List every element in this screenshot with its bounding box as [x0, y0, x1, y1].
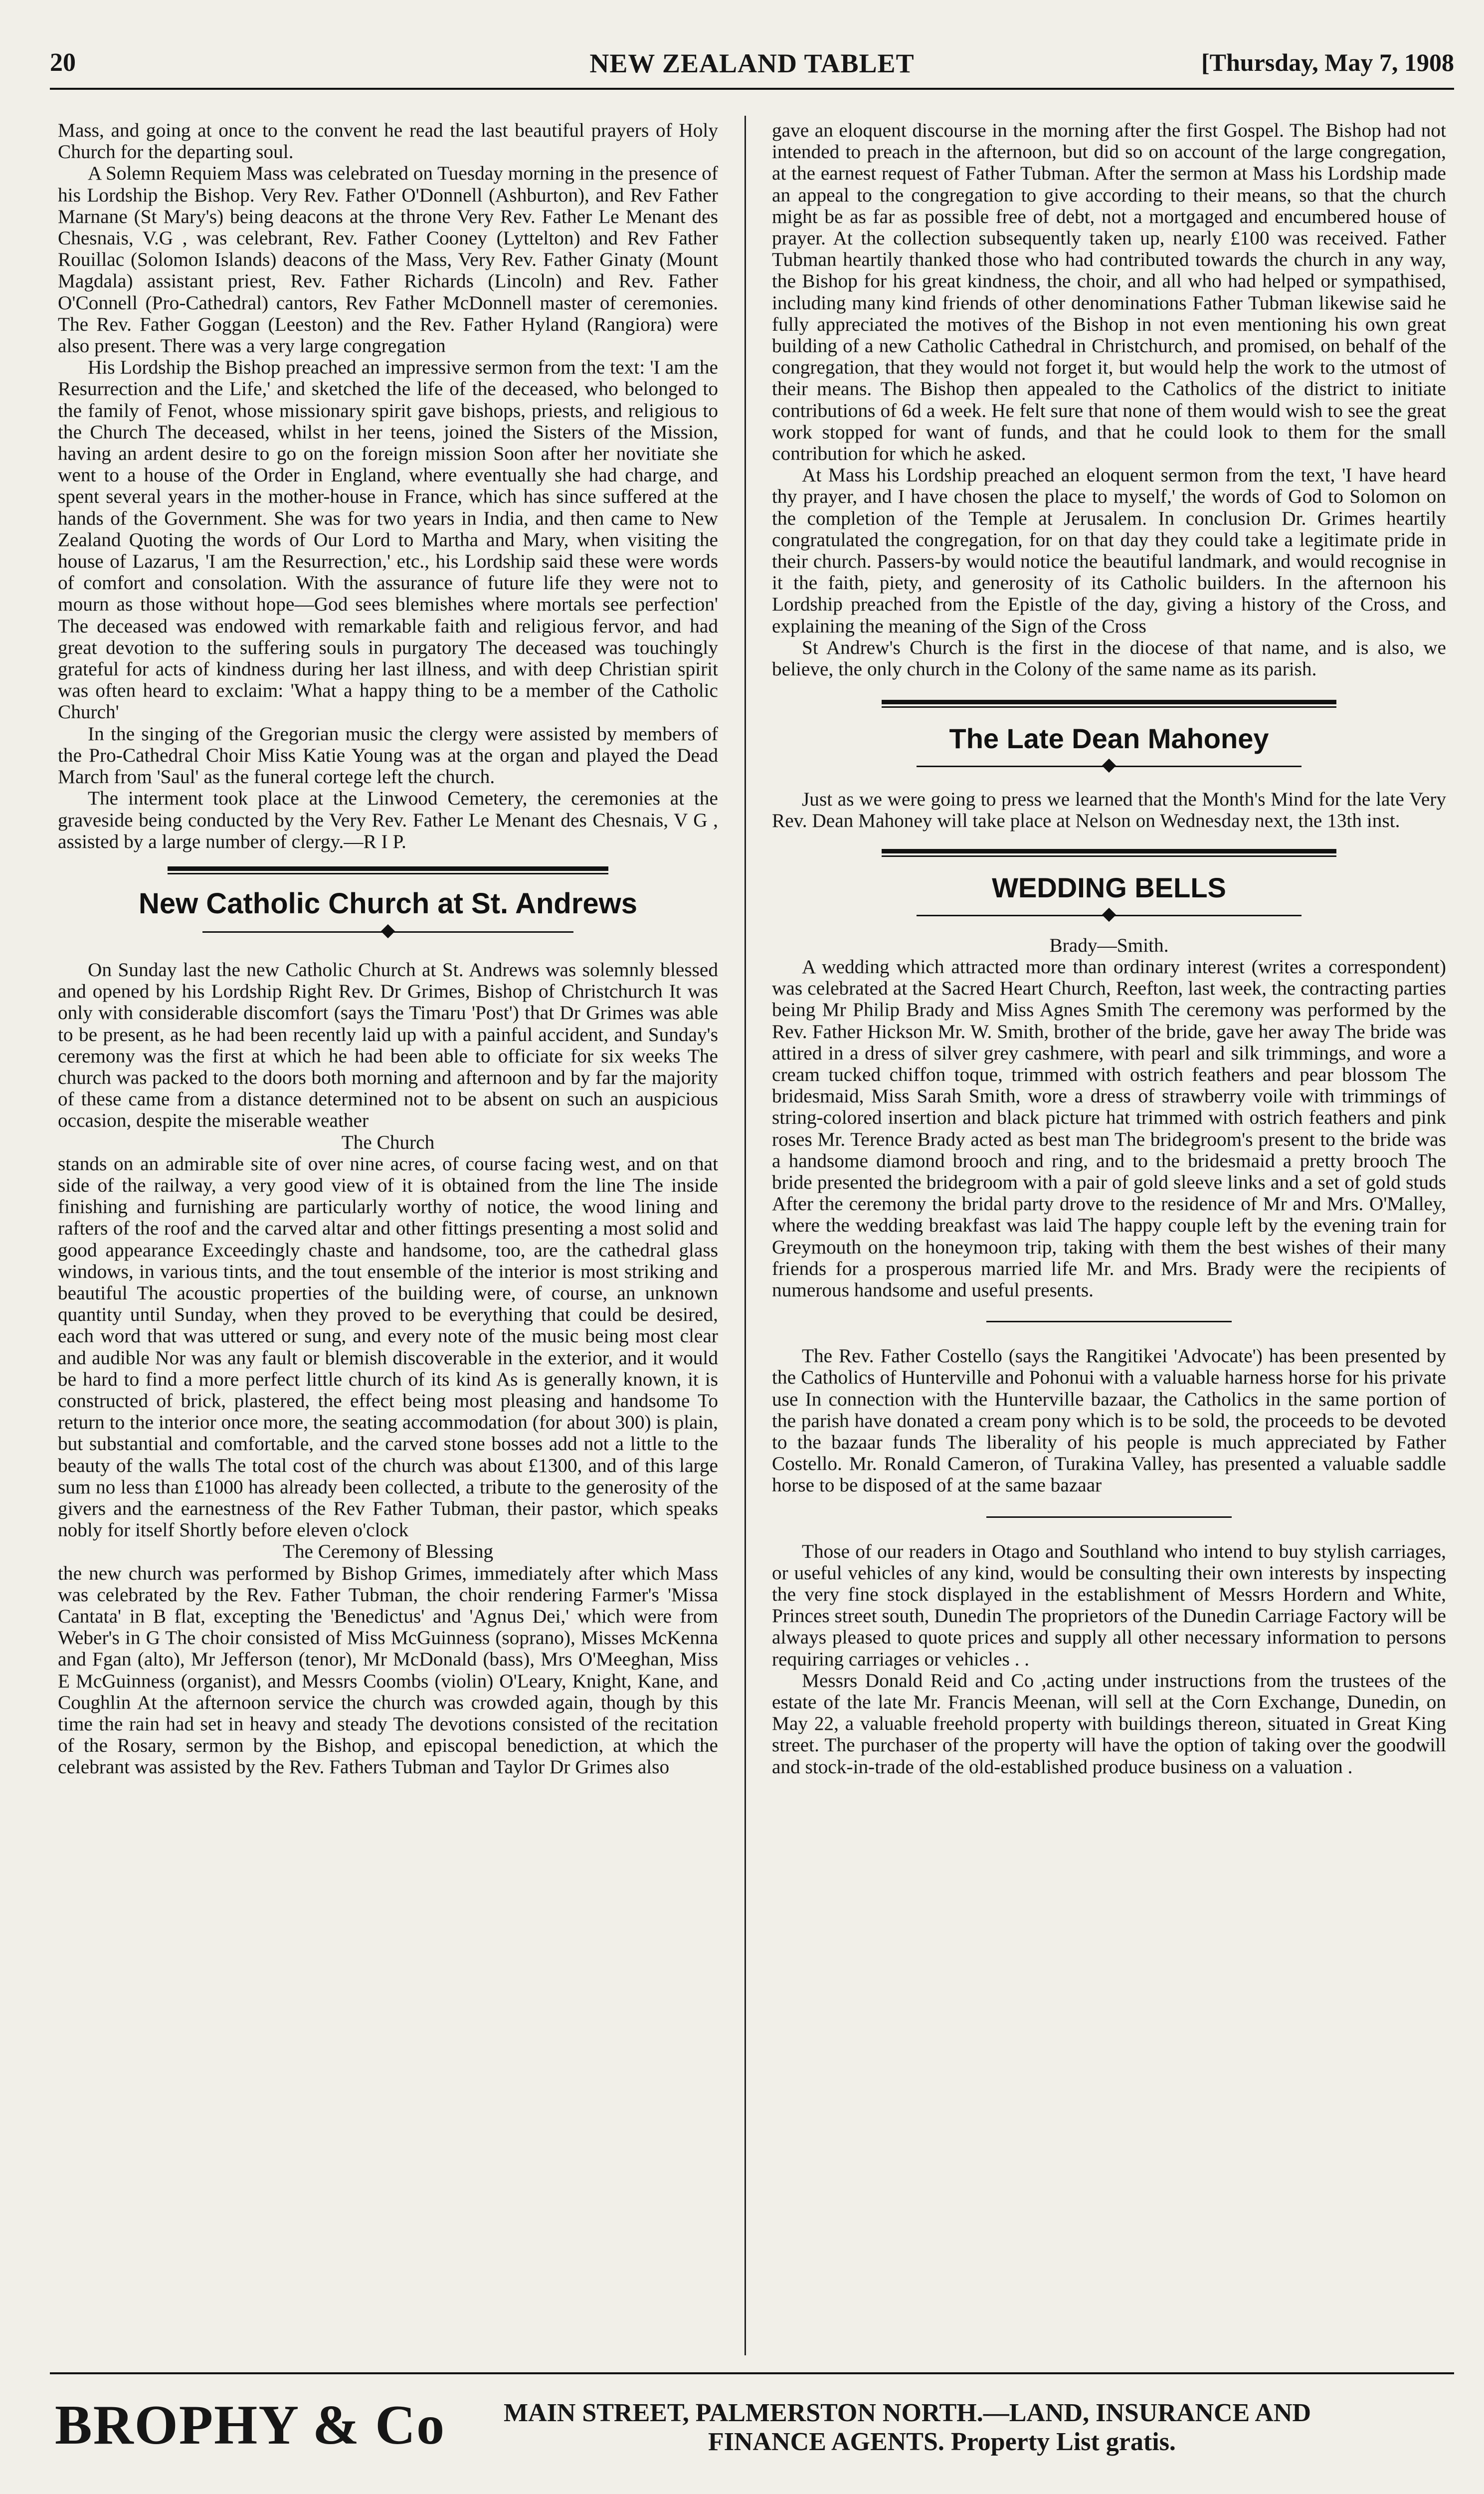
article-title-dean-mahoney: The Late Dean Mahoney	[949, 723, 1269, 755]
masthead: NEW ZEALAND TABLET	[589, 48, 915, 78]
advert-line: FINANCE AGENTS. Property List gratis.	[708, 2428, 1176, 2456]
paragraph: Messrs Donald Reid and Co ,acting under instructions from the trustees of the estate of the late Mr. Francis Meenan, will sell at the Corn Exchange, Dunedin, on May 22, a valuable freehold property with buildings thereon, situated in Great King street. The purchaser of the property will have the option of taking over the goodwill and stock-in-trade of the old-established produce business on a valuation .	[772, 1669, 1446, 1778]
page-header	[50, 48, 1454, 83]
subheading: The Ceremony of Blessing	[282, 1540, 494, 1563]
subheading: Brady—Smith.	[1049, 934, 1169, 956]
paragraph: The interment took place at the Linwood Cemetery, the ceremonies at the graveside being conducted by the Very Rev. Father Le Menant des Chesnais, V G , assisted by a large number of clergy.—R I P.	[58, 787, 718, 852]
article-title-new-church: New Catholic Church at St. Andrews	[138, 887, 638, 920]
footer-rule	[50, 2372, 1454, 2374]
advertiser-name: BROPHY & Co	[55, 2394, 446, 2456]
paragraph: Just as we were going to press we learned that the Month's Mind for the late Very Rev. Dean Mahoney will take place at Nelson on Wednesday next, the 13th inst.	[772, 788, 1446, 832]
paragraph: Those of our readers in Otago and Southland who intend to buy stylish carriages, or useful vehicles of any kind, would be consulting their own interests by inspecting the very fine stock displayed in the establishment of Messrs Hordern and White, Princes street south, Dunedin The proprietors of the Dunedin Carriage Factory will be always pleased to quote prices and supply all other necessary information to persons requiring carriages or vehicles . .	[772, 1540, 1446, 1670]
section-separator	[882, 849, 1336, 857]
paragraph: At Mass his Lordship preached an eloquent sermon from the text, 'I have heard thy prayer, and I have chosen the place to myself,' the words of God to Solomon on the completion of the Temple at Jerusalem. In conclusion Dr. Grimes heartily congratulated the congregation, for on that day they could take a legitimate pride in their church. Passers-by would notice the beautiful landmark, and would recognise in it the faith, piety, and generosity of its Catholic builders. In the afternoon his Lordship preached from the Epistle of the day, giving a history of the Cross, and explaining the meaning of the Sign of the Cross	[772, 464, 1446, 637]
title-ornament	[917, 759, 1301, 774]
article-title-wedding-bells: WEDDING BELLS	[992, 871, 1226, 903]
paragraph: gave an eloquent discourse in the morning after the first Gospel. The Bishop had not intended to preach in the afternoon, but did so on account of the large congregation, at the earnest request of Father Tubman. After the sermon at Mass his Lordship made an appeal to the congregation to give according to their means, so that the church might be as far as possible free of debt, not a mortgaged and encumbered house of prayer. At the collection subsequently taken up, nearly £100 was received. Father Tubman heartily thanked those who had contributed towards the church in any way, the Bishop for his great kindness, the choir, and all who had helped or sympathised, including many kind friends of other denominations Father Tubman likewise said he fully appreciated the motives of the Bishop in not even mentioning his own great building of a new Catholic Cathedral in Christchurch, and promised, on behalf of the congregation, that they would not forget it, but would help the work to the utmost of their means. The Bishop then appealed to the Catholics of the district to initiate contributions of 6d a week. He felt sure that none of them would wish to see the great work stopped for want of funds, and that he could look to them for the small contribution for which he asked.	[772, 119, 1446, 465]
title-ornament	[202, 924, 573, 939]
paragraph: the new church was performed by Bishop Grimes, immediately after which Mass was celebrated by the Rev. Father Tubman, the choir rendering Farmer's 'Missa Cantata' in B flat, excepting the 'Benedictus' and 'Agnus Dei,' which were from Weber's in G The choir consisted of Miss McGuinness (soprano), Misses McKenna and Fgan (alto), Mr Jefferson (tenor), Mr McDonald (bass), Mrs O'Meeghan, Miss E McGuinness (organist), and Messrs Coombs (violin) O'Leary, Knight, Kane, and Coughlin At the afternoon service the church was crowded again, though by this time the rain had set in heavy and steady The devotions consisted of the recitation of the Rosary, sermon by the Bishop, and episcopal benediction, at which the celebrant was assisted by the Rev. Fathers Tubman and Taylor Dr Grimes also	[58, 1562, 718, 1778]
section-separator	[168, 866, 608, 874]
subheading: The Church	[341, 1131, 435, 1153]
paragraph: In the singing of the Gregorian music the clergy were assisted by members of the Pro-Cathedral Choir Miss Katie Young was at the organ and played the Dead March from 'Saul' as the funeral cortege left the church.	[58, 722, 718, 788]
advert-line: MAIN STREET, PALMERSTON NORTH.—LAND, INSURANCE AND	[504, 2399, 1311, 2427]
issue-date: [Thursday, May 7, 1908	[1201, 48, 1454, 76]
paragraph: On Sunday last the new Catholic Church at St. Andrews was solemnly blessed and opened by his Lordship Right Rev. Dr Grimes, Bishop of Christchurch It was only with considerable discomfort (says the Timaru 'Post') that Dr Grimes was able to be present, as he had been recently laid up with a painful accident, and Sunday's ceremony was the first at which he had been able to officiate for six weeks The church was packed to the doors both morning and afternoon and by far the majority of these came from a distance determined not to be absent on such an auspicious occasion, despite the miserable weather	[58, 958, 718, 1132]
paragraph: St Andrew's Church is the first in the diocese of that name, and is also, we believe, the only church in the Colony of the same name as its parish.	[772, 636, 1446, 680]
column-divider	[744, 116, 746, 2355]
title-ornament	[917, 908, 1301, 923]
section-separator	[882, 700, 1336, 708]
paragraph: A Solemn Requiem Mass was celebrated on Tuesday morning in the presence of his Lordship the Bishop. Very Rev. Father O'Donnell (Ashburton), and Rev Father Marnane (St Mary's) being deacons at the throne Very Rev. Father Le Menant des Chesnais, V.G , was celebrant, Rev. Father Cooney (Lyttelton) and Rev Father Rouillac (Solomon Islands) deacons of the Mass, Very Rev. Father Ginaty (Mount Magdala) assistant priest, Rev. Father Richards (Lincoln) and Rev. Father O'Connell (Pro-Cathedral) cantors, Rev Father McDonnell master of ceremonies. The Rev. Father Goggan (Leeston) and the Rev. Father Hyland (Rangiora) were also present. There was a very large congregation	[58, 162, 718, 357]
left-column	[58, 120, 718, 1778]
item-separator	[986, 1321, 1232, 1322]
page-number: 20	[50, 48, 76, 77]
right-column	[772, 120, 1446, 1778]
paragraph: Mass, and going at once to the convent he read the last beautiful prayers of Holy Church for the departing soul.	[58, 119, 718, 163]
item-separator	[986, 1516, 1232, 1518]
paragraph: stands on an admirable site of over nine acres, of course facing west, and on that side of the railway, a very good view of it is obtained from the line The inside finishing and furnishing are particularly worthy of notice, the wood lining and rafters of the roof and the carved altar and other fittings presenting a most solid and good appearance Exceedingly chaste and handsome, too, are the cathedral glass windows, in various tints, and the tout ensemble of the interior is most striking and beautiful The acoustic properties of the building were, of course, an unknown quantity until Sunday, when they proved to be everything that could be desired, each word that was uttered or sung, and every note of the music being most clear and audible Nor was any fault or blemish discoverable in the exterior, and it would be hard to find a more perfect little church of its kind As is generally known, it is constructed of brick, plastered, the effect being most pleasing and handsome To return to the interior once more, the seating accommodation (for about 300) is plain, but substantial and comfortable, and the carved stone bosses add not a little to the beauty of the walls The total cost of the church was about £1300, and of this large sum no less than £1000 has already been collected, a tribute to the generosity of the givers and the earnestness of the Rev Father Tubman, their pastor, which speaks nobly for itself Shortly before eleven o'clock	[58, 1152, 718, 1541]
paragraph: His Lordship the Bishop preached an impressive sermon from the text: 'I am the Resurrection and the Life,' and sketched the life of the deceased, who belonged to the family of Fenot, whose missionary spirit gave bishops, priests, and religious to the Church The deceased, whilst in her teens, joined the Sisters of the Mission, having an ardent desire to go on the foreign mission Soon after her novitiate she went to a house of the Order in England, where eventually she had charge, and spent several years in the mother-house in France, which has since suffered at the hands of the Government. She was for two years in India, and then came to New Zealand Quoting the words of Our Lord to Martha and Mary, when visiting the house of Lazarus, 'I am the Resurrection,' etc., his Lordship said these were words of comfort and consolation. With the assurance of future life they were not to mourn as those without hope—God sees blemishes where mortals see perfection' The deceased was endowed with remarkable faith and religious fervor, and had great devotion to the suffering souls in purgatory The deceased was touchingly grateful for acts of kindness during her last illness, and with deep Christian spirit was often heard to exclaim: 'What a happy thing to be a member of the Catholic Church'	[58, 356, 718, 723]
paragraph: A wedding which attracted more than ordinary interest (writes a correspondent) was celebrated at the Sacred Heart Church, Reefton, last week, the contracting parties being Mr Philip Brady and Miss Agnes Smith The ceremony was performed by the Rev. Father Hickson Mr. W. Smith, brother of the bride, gave her away The bride was attired in a dress of silver grey cashmere, with pearl and silk trimmings, and wore a cream tucked chiffon toque, trimmed with ostrich feathers and pear blossom The bridesmaid, Miss Sarah Smith, wore a dress of strawberry voile with trimmings of string-colored insertion and black picture hat trimmed with ostrich feathers and pink roses Mr. Terence Brady acted as best man The bridegroom's present to the bride was a handsome diamond brooch and ring, and to the bridesmaid a pretty brooch The bride presented the bridegroom with a pair of gold sleeve links and a set of gold studs After the ceremony the bridal party drove to the residence of Mr and Mrs. O'Malley, where the wedding breakfast was laid The happy couple left by the evening train for Greymouth on the honeymoon trip, taking with them the best wishes of their many friends for a prosperous married life Mr. and Mrs. Brady were the recipients of numerous handsome and useful presents.	[772, 955, 1446, 1301]
header-rule	[50, 88, 1454, 90]
paragraph: The Rev. Father Costello (says the Rangitikei 'Advocate') has been presented by the Catholics of Hunterville and Pohonui with a valuable harness horse for his private use In connection with the Hunterville bazaar, the Catholics in the same portion of the parish have donated a cream pony which is to be sold, the proceeds to be devoted to the bazaar funds The liberality of his people is much appreciated by Father Costello. Mr. Ronald Cameron, of Turakina Valley, has presented a valuable saddle horse to be disposed of at the same bazaar	[772, 1345, 1446, 1496]
